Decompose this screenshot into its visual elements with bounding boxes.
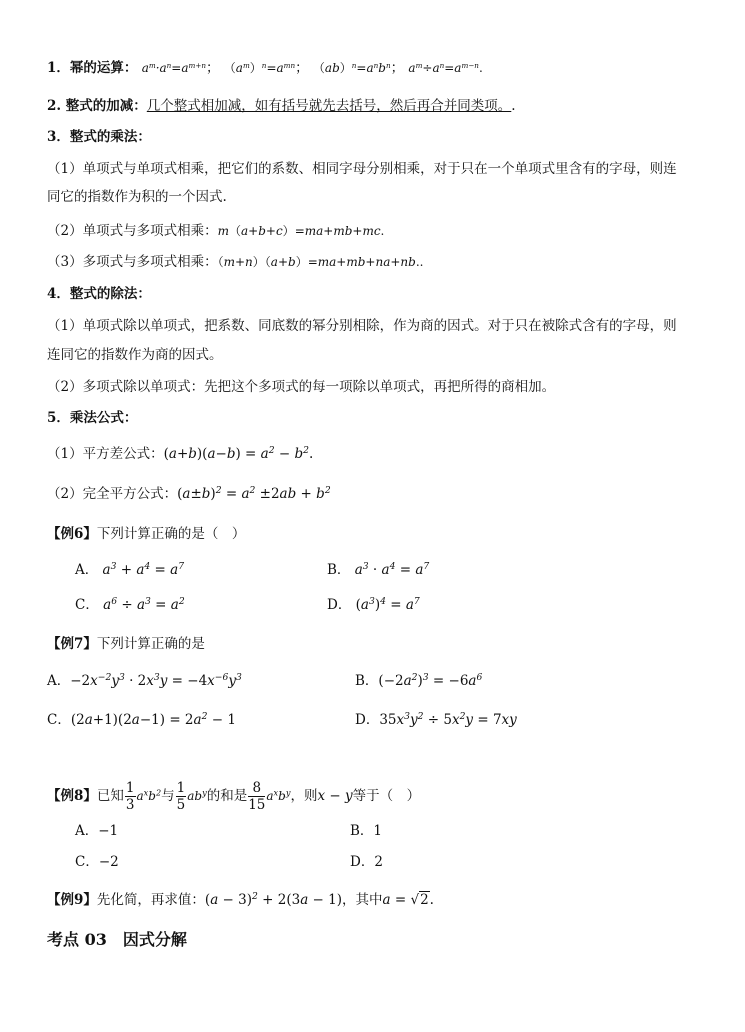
section-1-power-rules: 1．幂的运算： $a^m\cdot a^n=a^{m+n}$； $(a^m)^n=a^{mn}$； $(ab)^n=a^nb^n$； $a^m\div a^n=a^{m-n}$. — [47, 60, 483, 76]
section-5-heading: 5．乘法公式： — [47, 410, 138, 426]
example-6-option-d[interactable]: D． $(a^3)^4 = a^7$ — [327, 595, 420, 613]
formula-power-of-power: $(a^m)^n=a^{mn}$ — [223, 61, 296, 75]
section-3-rule-1b: 同它的指数作为积的一个因式. — [47, 189, 227, 205]
example-8-option-d[interactable]: D．2 — [350, 854, 383, 870]
formula-power-product: $a^m\cdot a^n=a^{m+n}$ — [141, 61, 206, 75]
example-8-label: 【例8】 — [47, 788, 97, 804]
example-7-option-d[interactable]: D．$35x^3y^2 \div 5x^2y = 7xy$ — [355, 710, 517, 728]
example-6-option-a[interactable]: A． $a^3 + a^4 = a^7$ — [75, 560, 185, 578]
section-4-rule-1b: 连同它的指数作为商的因式。 — [47, 347, 223, 363]
section-5-rule-1: （1）平方差公式：$(a+b)(a-b) = a^2 - b^2$. — [47, 444, 314, 462]
formula-power-quotient: $a^m\div a^n=a^{m-n}$. — [408, 61, 483, 75]
example-7-option-a[interactable]: A．$-2x^{-2}y^3 \cdot 2x^3y = -4x^{-6}y^3$ — [47, 671, 242, 689]
section-2-number: 2. — [47, 98, 66, 114]
example-8-option-c[interactable]: C．−2 — [75, 854, 119, 870]
formula-mono-poly: m（a+b+c）=ma+mb+mc. — [217, 224, 385, 238]
example-8-option-b[interactable]: B．1 — [350, 823, 383, 839]
section-3-title: 整式的乘法： — [69, 129, 151, 145]
section-4-rule-2: （2）多项式除以单项式：先把这个多项式的每一项除以单项式，再把所得的商相加。 — [47, 379, 556, 395]
formula-product-power: $(ab)^n=a^nb^n$ — [312, 61, 391, 75]
formula-difference-of-squares: $(a+b)(a-b) = a^2 - b^2$. — [163, 444, 314, 462]
formula-poly-poly: （m+n）（a+b）=ma+mb+na+nb.. — [217, 255, 424, 269]
example-6-option-b[interactable]: B． $a^3 \cdot a^4 = a^7$ — [327, 560, 430, 578]
section-5-title: 乘法公式： — [69, 410, 138, 426]
example-9-label: 【例9】 — [47, 892, 97, 908]
section-3-rule-3: （3）多项式与多项式相乘：（m+n）（a+b）=ma+mb+na+nb.. — [47, 254, 424, 270]
section-3-rule-2: （2）单项式与多项式相乘：m（a+b+c）=ma+mb+mc. — [47, 223, 385, 239]
fraction-one-third: $\frac{1}{3}$ — [125, 780, 135, 813]
section-5-rule-2: （2）完全平方公式：$(a\pm b)^2 = a^2 \pm 2ab + b^2$ — [47, 484, 331, 502]
section-1-title: 幂的运算： — [69, 60, 138, 76]
section-4-rule-1a: （1）单项式除以单项式，把系数、同底数的幂分别相除，作为商的因式。对于只在被除式含有的字母，则 — [47, 318, 677, 334]
example-7-question: 【例7】下列计算正确的是 — [47, 636, 205, 652]
section-3-rule-1a: （1）单项式与单项式相乘，把它们的系数、相同字母分别相乘，对于只在一个单项式里含有的字母，则连 — [47, 161, 677, 177]
section-1-number: 1． — [47, 60, 70, 76]
example-7-label: 【例7】 — [47, 636, 97, 652]
example-6-label: 【例6】 — [47, 526, 97, 542]
formula-perfect-square: $(a\pm b)^2 = a^2 \pm 2ab + b^2$ — [177, 484, 331, 502]
fraction-eight-fifteenths: $\frac{8}{15}$ — [248, 780, 266, 813]
section-3-heading: 3．整式的乘法： — [47, 129, 151, 145]
example-9-expression: $(a - 3)^2 + 2(3a - 1)$ — [204, 890, 342, 908]
fraction-one-fifth: $\frac{1}{5}$ — [176, 780, 186, 813]
section-2-title: 整式的加减： — [65, 98, 147, 114]
section-4-title: 整式的除法： — [69, 286, 151, 302]
example-9-condition: a = √2 — [382, 892, 429, 908]
example-7-option-b[interactable]: B．$(-2a^2)^3 = -6a^6$ — [355, 671, 483, 689]
example-8-question: 【例8】已知 $\frac{1}{3}$ $a^xb^2$与 $\frac{1}{5}$ $ab^y$的和是 $\frac{8}{15}$ $a^xb^y$，则x − y等于（ ） — [47, 780, 421, 813]
example-7-option-c[interactable]: C．$(2a+1)(2a-1) = 2a^2 - 1$ — [47, 710, 236, 728]
section-heading-factorization: 考点 03 因式分解 — [47, 930, 187, 949]
example-6-option-c[interactable]: C． $a^6 \div a^3 = a^2$ — [75, 595, 185, 613]
example-9-question: 【例9】先化简，再求值：$(a - 3)^2 + 2(3a - 1)$，其中a = √2. — [47, 890, 434, 908]
section-2-text: 几个整式相加减，如有括号就先去括号，然后再合并同类项。 — [146, 98, 512, 114]
example-8-option-a[interactable]: A．−1 — [75, 823, 119, 839]
section-4-heading: 4．整式的除法： — [47, 286, 151, 302]
example-6-question: 【例6】下列计算正确的是（ ） — [47, 526, 246, 542]
section-2-add-subtract: 2. 整式的加减：几个整式相加减，如有括号就先去括号，然后再合并同类项。. — [47, 98, 516, 114]
